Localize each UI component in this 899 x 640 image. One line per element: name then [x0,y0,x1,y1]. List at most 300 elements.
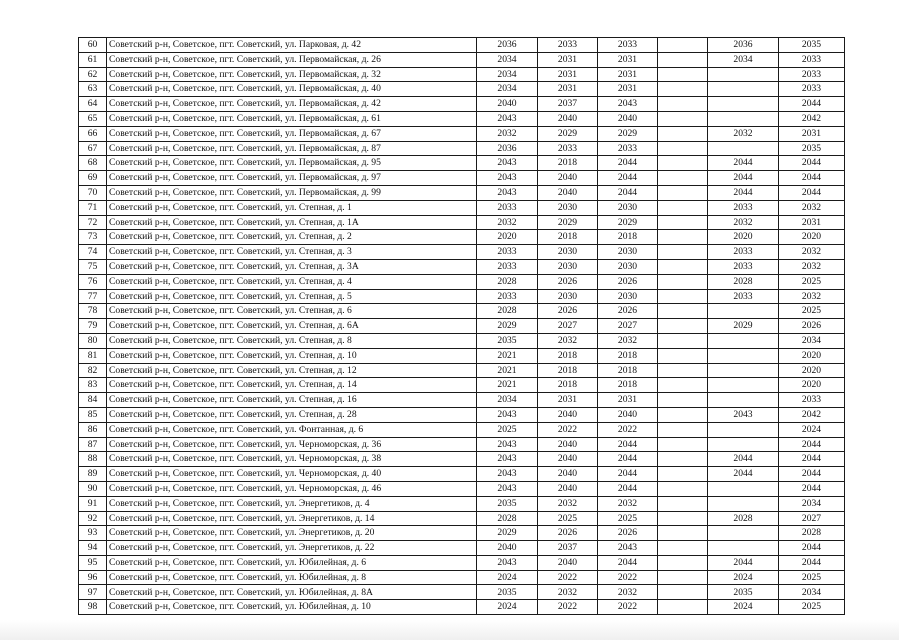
year-col-1: 2021 [477,363,538,378]
year-col-2: 2031 [538,82,598,97]
year-col-5: 2044 [708,156,779,171]
address-cell: Советский р-н, Советское, пгт. Советский, ул. Черноморская, д. 38 [107,452,477,467]
year-col-5 [708,378,779,393]
year-col-1: 2034 [477,393,538,408]
year-col-6: 2033 [779,82,845,97]
year-col-6: 2044 [779,437,845,452]
year-col-2: 2022 [538,570,598,585]
row-number: 95 [79,555,107,570]
year-col-6: 2025 [779,274,845,289]
row-number: 75 [79,259,107,274]
address-cell: Советский р-н, Советское, пгт. Советский, ул. Первомайская, д. 26 [107,52,477,67]
year-col-6: 2034 [779,496,845,511]
year-col-3: 2031 [598,82,658,97]
address-cell: Советский р-н, Советское, пгт. Советский, ул. Степная, д. 2 [107,230,477,245]
row-number: 76 [79,274,107,289]
year-col-6: 2035 [779,141,845,156]
row-number: 83 [79,378,107,393]
year-col-4 [658,481,708,496]
year-col-6: 2028 [779,526,845,541]
table-row [79,171,845,186]
year-col-6: 2044 [779,555,845,570]
year-col-6: 2034 [779,585,845,600]
address-cell: Советский р-н, Советское, пгт. Советский, ул. Юбилейная, д. 6 [107,555,477,570]
year-col-2: 2040 [538,481,598,496]
address-cell: Советский р-н, Советское, пгт. Советский, ул. Степная, д. 14 [107,378,477,393]
year-col-6: 2044 [779,541,845,556]
year-col-2: 2030 [538,245,598,260]
year-col-3: 2044 [598,437,658,452]
year-col-1: 2043 [477,467,538,482]
year-col-6: 2031 [779,126,845,141]
year-col-2: 2040 [538,111,598,126]
year-col-2: 2031 [538,67,598,82]
row-number: 86 [79,422,107,437]
address-cell: Советский р-н, Советское, пгт. Советский, ул. Первомайская, д. 40 [107,82,477,97]
row-number: 78 [79,304,107,319]
year-col-6: 2044 [779,171,845,186]
year-col-3: 2040 [598,407,658,422]
table-row [79,111,845,126]
table-row [79,274,845,289]
address-cell: Советский р-н, Советское, пгт. Советский, ул. Черноморская, д. 40 [107,467,477,482]
year-col-4 [658,304,708,319]
year-col-3: 2032 [598,585,658,600]
year-col-6: 2027 [779,511,845,526]
address-cell: Советский р-н, Советское, пгт. Советский, ул. Степная, д. 10 [107,348,477,363]
address-cell: Советский р-н, Советское, пгт. Советский, ул. Первомайская, д. 67 [107,126,477,141]
year-col-5: 2035 [708,585,779,600]
year-col-4 [658,541,708,556]
address-cell: Советский р-н, Советское, пгт. Советский, ул. Первомайская, д. 61 [107,111,477,126]
year-col-5: 2044 [708,452,779,467]
row-number: 73 [79,230,107,245]
row-number: 79 [79,319,107,334]
year-col-5: 2033 [708,259,779,274]
document-sheet [78,37,845,615]
year-col-3: 2044 [598,481,658,496]
year-col-2: 2032 [538,585,598,600]
row-number: 81 [79,348,107,363]
year-col-1: 2043 [477,452,538,467]
year-col-5: 2032 [708,126,779,141]
address-cell: Советский р-н, Советское, пгт. Советский, ул. Черноморская, д. 46 [107,481,477,496]
year-col-1: 2028 [477,274,538,289]
year-col-2: 2026 [538,304,598,319]
table-row [79,437,845,452]
year-col-3: 2044 [598,555,658,570]
year-col-6: 2032 [779,259,845,274]
table-row [79,407,845,422]
year-col-2: 2029 [538,126,598,141]
table-row [79,82,845,97]
address-cell: Советский р-н, Советское, пгт. Советский, ул. Степная, д. 12 [107,363,477,378]
year-col-1: 2029 [477,526,538,541]
year-col-2: 2031 [538,393,598,408]
year-col-6: 2020 [779,230,845,245]
address-cell: Советский р-н, Советское, пгт. Советский, ул. Энергетиков, д. 20 [107,526,477,541]
address-cell: Советский р-н, Советское, пгт. Советский, ул. Первомайская, д. 95 [107,156,477,171]
year-col-4 [658,230,708,245]
year-col-6: 2020 [779,363,845,378]
year-col-4 [658,126,708,141]
year-col-4 [658,452,708,467]
table-row [79,600,845,615]
table-row [79,141,845,156]
year-col-4 [658,67,708,82]
year-col-4 [658,156,708,171]
year-col-6: 2032 [779,200,845,215]
year-col-4 [658,82,708,97]
year-col-4 [658,585,708,600]
table-row [79,526,845,541]
table-row [79,289,845,304]
address-cell: Советский р-н, Советское, пгт. Советский, ул. Первомайская, д. 87 [107,141,477,156]
year-col-3: 2040 [598,111,658,126]
year-col-3: 2031 [598,52,658,67]
year-col-6: 2042 [779,407,845,422]
row-number: 84 [79,393,107,408]
address-cell: Советский р-н, Советское, пгт. Советский, ул. Парковая, д. 42 [107,38,477,53]
year-col-3: 2025 [598,511,658,526]
table-row [79,496,845,511]
year-col-2: 2025 [538,511,598,526]
year-col-2: 2040 [538,555,598,570]
year-col-2: 2018 [538,348,598,363]
address-cell: Советский р-н, Советское, пгт. Советский, ул. Степная, д. 1 [107,200,477,215]
year-col-3: 2029 [598,126,658,141]
year-col-4 [658,407,708,422]
year-col-4 [658,393,708,408]
row-number: 96 [79,570,107,585]
year-col-6: 2044 [779,481,845,496]
year-col-5: 2036 [708,38,779,53]
table-row [79,452,845,467]
year-col-1: 2029 [477,319,538,334]
row-number: 74 [79,245,107,260]
table-row [79,555,845,570]
table-row [79,245,845,260]
year-col-1: 2043 [477,156,538,171]
table-row [79,126,845,141]
year-col-2: 2030 [538,259,598,274]
address-cell: Советский р-н, Советское, пгт. Советский, ул. Фонтанная, д. 6 [107,422,477,437]
year-col-4 [658,348,708,363]
year-col-2: 2040 [538,185,598,200]
year-col-6: 2020 [779,378,845,393]
year-col-1: 2035 [477,496,538,511]
year-col-6: 2044 [779,97,845,112]
year-col-1: 2043 [477,555,538,570]
table-row [79,304,845,319]
address-cell: Советский р-н, Советское, пгт. Советский, ул. Степная, д. 6 [107,304,477,319]
year-col-4 [658,422,708,437]
year-col-2: 2040 [538,407,598,422]
row-number: 94 [79,541,107,556]
year-col-4 [658,570,708,585]
address-cell: Советский р-н, Советское, пгт. Советский, ул. Степная, д. 16 [107,393,477,408]
address-cell: Советский р-н, Советское, пгт. Советский, ул. Степная, д. 8 [107,333,477,348]
row-number: 72 [79,215,107,230]
year-col-4 [658,600,708,615]
table-row [79,585,845,600]
year-col-5: 2029 [708,319,779,334]
year-col-3: 2033 [598,141,658,156]
table-row [79,230,845,245]
year-col-3: 2022 [598,422,658,437]
year-col-6: 2044 [779,185,845,200]
year-col-1: 2043 [477,185,538,200]
table-row [79,363,845,378]
year-col-6: 2044 [779,156,845,171]
address-cell: Советский р-н, Советское, пгт. Советский, ул. Первомайская, д. 32 [107,67,477,82]
year-col-2: 2040 [538,452,598,467]
year-col-6: 2033 [779,67,845,82]
table-row [79,156,845,171]
year-col-1: 2034 [477,52,538,67]
year-col-2: 2018 [538,363,598,378]
year-col-4 [658,171,708,186]
row-number: 87 [79,437,107,452]
row-number: 85 [79,407,107,422]
table-row [79,67,845,82]
table-row [79,97,845,112]
year-col-6: 2032 [779,289,845,304]
year-col-3: 2032 [598,496,658,511]
row-number: 69 [79,171,107,186]
year-col-6: 2026 [779,319,845,334]
scan-edge-shading [0,620,899,640]
address-cell: Советский р-н, Советское, пгт. Советский, ул. Степная, д. 3А [107,259,477,274]
year-col-5 [708,111,779,126]
year-col-6: 2020 [779,348,845,363]
year-col-6: 2044 [779,467,845,482]
year-col-5 [708,333,779,348]
year-col-4 [658,259,708,274]
year-col-6: 2044 [779,452,845,467]
year-col-5 [708,541,779,556]
table-row [79,393,845,408]
year-col-4 [658,437,708,452]
year-col-3: 2030 [598,200,658,215]
address-cell: Советский р-н, Советское, пгт. Советский, ул. Энергетиков, д. 22 [107,541,477,556]
year-col-5: 2044 [708,185,779,200]
year-col-1: 2028 [477,304,538,319]
table-row [79,319,845,334]
year-col-5 [708,422,779,437]
year-col-6: 2025 [779,570,845,585]
year-col-1: 2043 [477,111,538,126]
year-col-4 [658,274,708,289]
year-col-2: 2033 [538,141,598,156]
year-col-1: 2033 [477,200,538,215]
year-col-5 [708,67,779,82]
year-col-4 [658,511,708,526]
registry-body [79,38,845,615]
year-col-4 [658,289,708,304]
year-col-5 [708,141,779,156]
row-number: 98 [79,600,107,615]
address-cell: Советский р-н, Советское, пгт. Советский, ул. Степная, д. 28 [107,407,477,422]
year-col-6: 2031 [779,215,845,230]
address-cell: Советский р-н, Советское, пгт. Советский, ул. Степная, д. 5 [107,289,477,304]
year-col-3: 2022 [598,570,658,585]
year-col-4 [658,378,708,393]
address-cell: Советский р-н, Советское, пгт. Советский, ул. Черноморская, д. 36 [107,437,477,452]
year-col-1: 2024 [477,570,538,585]
year-col-3: 2029 [598,215,658,230]
year-col-5: 2044 [708,467,779,482]
year-col-4 [658,319,708,334]
table-row [79,481,845,496]
year-col-5 [708,481,779,496]
year-col-4 [658,526,708,541]
year-col-3: 2030 [598,289,658,304]
row-number: 71 [79,200,107,215]
row-number: 92 [79,511,107,526]
year-col-1: 2034 [477,67,538,82]
year-col-5: 2033 [708,245,779,260]
year-col-1: 2021 [477,348,538,363]
year-col-5: 2034 [708,52,779,67]
year-col-4 [658,200,708,215]
year-col-3: 2044 [598,156,658,171]
row-number: 64 [79,97,107,112]
address-cell: Советский р-н, Советское, пгт. Советский, ул. Юбилейная, д. 8 [107,570,477,585]
year-col-6: 2033 [779,393,845,408]
year-col-3: 2031 [598,67,658,82]
row-number: 61 [79,52,107,67]
year-col-3: 2030 [598,259,658,274]
year-col-5: 2033 [708,289,779,304]
year-col-5: 2028 [708,274,779,289]
year-col-2: 2040 [538,467,598,482]
year-col-2: 2022 [538,600,598,615]
year-col-5: 2032 [708,215,779,230]
row-number: 65 [79,111,107,126]
address-cell: Советский р-н, Советское, пгт. Советский, ул. Первомайская, д. 42 [107,97,477,112]
address-cell: Советский р-н, Советское, пгт. Советский, ул. Степная, д. 4 [107,274,477,289]
year-col-4 [658,363,708,378]
year-col-4 [658,111,708,126]
year-col-6: 2033 [779,52,845,67]
year-col-1: 2034 [477,82,538,97]
year-col-3: 2026 [598,274,658,289]
table-row [79,422,845,437]
year-col-1: 2033 [477,289,538,304]
year-col-2: 2033 [538,38,598,53]
year-col-5 [708,304,779,319]
table-row [79,511,845,526]
year-col-2: 2029 [538,215,598,230]
address-cell: Советский р-н, Советское, пгт. Советский, ул. Энергетиков, д. 4 [107,496,477,511]
year-col-3: 2044 [598,171,658,186]
year-col-1: 2040 [477,541,538,556]
year-col-1: 2028 [477,511,538,526]
year-col-3: 2033 [598,38,658,53]
row-number: 89 [79,467,107,482]
year-col-2: 2026 [538,274,598,289]
address-cell: Советский р-н, Советское, пгт. Советский, ул. Степная, д. 3 [107,245,477,260]
table-row [79,259,845,274]
year-col-2: 2022 [538,422,598,437]
row-number: 63 [79,82,107,97]
year-col-6: 2025 [779,304,845,319]
year-col-5 [708,82,779,97]
year-col-2: 2018 [538,378,598,393]
table-row [79,378,845,393]
address-cell: Советский р-н, Советское, пгт. Советский, ул. Степная, д. 1А [107,215,477,230]
table-row [79,467,845,482]
table-row [79,348,845,363]
year-col-5 [708,363,779,378]
year-col-5: 2028 [708,511,779,526]
year-col-3: 2026 [598,304,658,319]
year-col-6: 2034 [779,333,845,348]
year-col-3: 2018 [598,363,658,378]
year-col-3: 2044 [598,452,658,467]
year-col-5 [708,393,779,408]
year-col-6: 2024 [779,422,845,437]
year-col-5: 2043 [708,407,779,422]
year-col-3: 2030 [598,245,658,260]
row-number: 62 [79,67,107,82]
row-number: 80 [79,333,107,348]
year-col-4 [658,333,708,348]
year-col-1: 2033 [477,259,538,274]
year-col-4 [658,97,708,112]
year-col-4 [658,141,708,156]
row-number: 68 [79,156,107,171]
year-col-4 [658,496,708,511]
table-row [79,185,845,200]
year-col-3: 2031 [598,393,658,408]
year-col-2: 2026 [538,526,598,541]
year-col-6: 2042 [779,111,845,126]
year-col-5: 2044 [708,555,779,570]
year-col-4 [658,215,708,230]
year-col-2: 2030 [538,200,598,215]
year-col-1: 2032 [477,215,538,230]
housing-registry-table [78,37,845,615]
row-number: 91 [79,496,107,511]
address-cell: Советский р-н, Советское, пгт. Советский, ул. Первомайская, д. 99 [107,185,477,200]
row-number: 82 [79,363,107,378]
year-col-1: 2036 [477,141,538,156]
year-col-4 [658,245,708,260]
year-col-1: 2040 [477,97,538,112]
table-row [79,215,845,230]
year-col-1: 2024 [477,600,538,615]
year-col-3: 2018 [598,230,658,245]
year-col-3: 2018 [598,348,658,363]
year-col-3: 2018 [598,378,658,393]
year-col-1: 2035 [477,333,538,348]
year-col-2: 2040 [538,437,598,452]
table-row [79,570,845,585]
year-col-4 [658,185,708,200]
year-col-1: 2020 [477,230,538,245]
year-col-6: 2025 [779,600,845,615]
row-number: 88 [79,452,107,467]
year-col-1: 2021 [477,378,538,393]
address-cell: Советский р-н, Советское, пгт. Советский, ул. Юбилейная, д. 8А [107,585,477,600]
year-col-4 [658,467,708,482]
row-number: 67 [79,141,107,156]
year-col-3: 2027 [598,319,658,334]
table-row [79,200,845,215]
year-col-3: 2032 [598,333,658,348]
